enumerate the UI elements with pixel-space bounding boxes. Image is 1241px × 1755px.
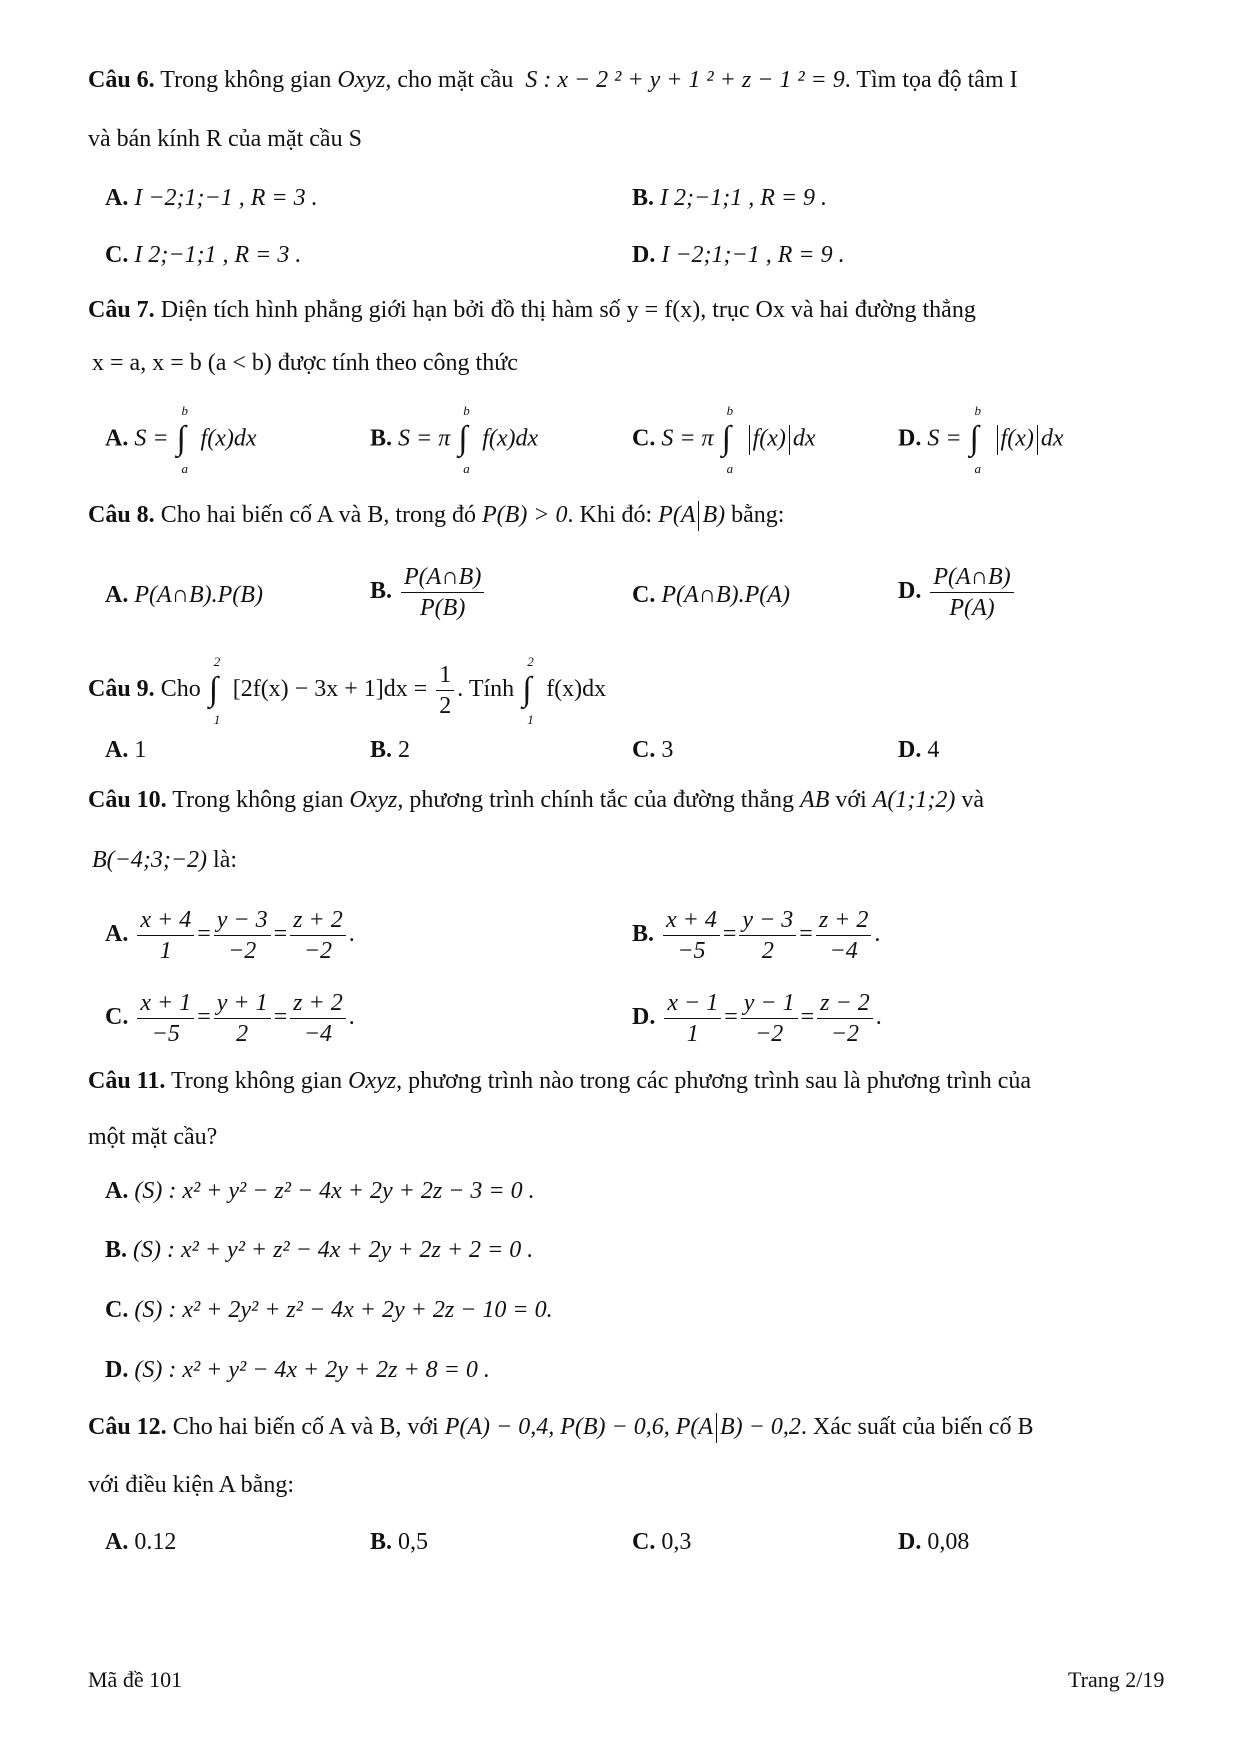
option-a: A. 0.12 bbox=[105, 1529, 177, 1555]
question-11: Câu 11. Trong không gian Oxyz, phương trình nào trong các phương trình sau là phương trình của bbox=[88, 1068, 1032, 1094]
question-label: Câu 7. bbox=[88, 297, 155, 323]
question-6: Câu 6. Trong không gian Oxyz, cho mặt cầu S : x − 2 ² + y + 1 ² + z − 1 ² = 9. Tìm tọa độ tâm I bbox=[88, 67, 1018, 93]
fraction: $\frac{1}{2}$ bbox=[436, 660, 454, 721]
option-d: D. I −2;1;−1 , R = 9 . bbox=[632, 242, 845, 268]
question-12-line2: với điều kiện A bằng: bbox=[88, 1472, 295, 1498]
integral-icon: b ∫ a bbox=[176, 403, 189, 476]
option-c: C. 0,3 bbox=[632, 1529, 692, 1555]
integral-icon: b ∫ a bbox=[969, 403, 982, 476]
option-c: C. S = π b ∫ a f(x) dx bbox=[632, 403, 816, 476]
option-d: D. (S) : x² + y² − 4x + 2y + 2z + 8 = 0 . bbox=[105, 1357, 490, 1383]
question-label: Câu 8. bbox=[88, 502, 155, 528]
sphere-equation: S : x − 2 ² + y + 1 ² + z − 1 ² = 9 bbox=[525, 67, 845, 93]
question-8: Câu 8. Cho hai biến cố A và B, trong đó P(B) > 0. Khi đó: P(A B) bằng: bbox=[88, 500, 784, 531]
question-10: Câu 10. Trong không gian Oxyz, phương trình chính tắc của đường thẳng AB với A(1;1;2) và bbox=[88, 787, 985, 813]
question-label: Câu 10. bbox=[88, 787, 167, 813]
fraction: $\frac{P(A\cap B)}{P(B)}$ bbox=[401, 562, 484, 623]
question-7: Câu 7. Diện tích hình phẳng giới hạn bởi đồ thị hàm số y = f(x), trục Ox và hai đường thẳng bbox=[88, 297, 976, 323]
option-a: A. S = b ∫ a f(x)dx bbox=[105, 403, 257, 476]
option-a: A. (S) : x² + y² − z² − 4x + 2y + 2z − 3 = 0 . bbox=[105, 1178, 535, 1204]
integral-icon: b ∫ a bbox=[721, 403, 734, 476]
option-c: C. $\frac{x + 1}{-5}$ = $\frac{y + 1}{2}$ = $\frac{z + 2}{-4}$ . bbox=[105, 990, 355, 1047]
option-a: A. I −2;1;−1 , R = 3 . bbox=[105, 185, 318, 211]
integral-icon: 2 ∫ 1 bbox=[522, 653, 534, 727]
option-a: A. 1 bbox=[105, 737, 147, 763]
question-12: Câu 12. Cho hai biến cố A và B, với P(A) − 0,4, P(B) − 0,6, P(A B) − 0,2. Xác suất của biến cố B bbox=[88, 1412, 1033, 1443]
option-c: C. P(A∩B).P(A) bbox=[632, 582, 790, 608]
integral-icon: 2 ∫ 1 bbox=[208, 653, 221, 727]
fraction: $\frac{P(A\cap B)}{P(A)}$ bbox=[930, 562, 1013, 623]
question-label: Câu 6. bbox=[88, 67, 155, 93]
page-number: Trang 2/19 bbox=[1068, 1667, 1165, 1692]
exam-code: Mã đề 101 bbox=[88, 1667, 183, 1692]
option-a: A. $\frac{x + 4}{1}$ = $\frac{y - 3}{-2}$ = $\frac{z + 2}{-2}$ . bbox=[105, 907, 355, 964]
question-label: Câu 9. bbox=[88, 676, 155, 703]
option-d: D. 0,08 bbox=[898, 1529, 970, 1555]
option-c: C. (S) : x² + 2y² + z² − 4x + 2y + 2z − 10 = 0. bbox=[105, 1297, 553, 1323]
option-b: B. $\frac{x + 4}{-5}$ = $\frac{y - 3}{2}$ = $\frac{z + 2}{-4}$ . bbox=[632, 907, 881, 964]
option-d: D. 4 bbox=[898, 737, 940, 763]
integral-icon: b ∫ a bbox=[458, 403, 470, 476]
question-10-line2: B(−4;3;−2) là: bbox=[92, 847, 238, 873]
option-d: D. $\frac{P(A\cap B)}{P(A)}$ bbox=[898, 562, 1017, 623]
question-label: Câu 11. bbox=[88, 1068, 166, 1094]
option-a: A. P(A∩B).P(B) bbox=[105, 582, 263, 608]
option-b: B. 0,5 bbox=[370, 1529, 429, 1555]
option-c: C. 3 bbox=[632, 737, 674, 763]
option-b: B. 2 bbox=[370, 737, 411, 763]
option-d: D. S = b ∫ a f(x) dx bbox=[898, 403, 1064, 476]
option-b: B. $\frac{P(A\cap B)}{P(B)}$ bbox=[370, 562, 487, 623]
option-c: C. I 2;−1;1 , R = 3 . bbox=[105, 242, 302, 268]
question-11-line2: một mặt cầu? bbox=[88, 1124, 218, 1150]
option-b: B. I 2;−1;1 , R = 9 . bbox=[632, 185, 828, 211]
question-7-line2: x = a, x = b (a < b) được tính theo công thức bbox=[92, 350, 518, 376]
option-b: B. (S) : x² + y² + z² − 4x + 2y + 2z + 2 = 0 . bbox=[105, 1237, 534, 1263]
question-label: Câu 12. bbox=[88, 1414, 167, 1440]
question-9: Câu 9. Cho 2 ∫ 1 [2f(x) − 3x + 1]dx = $\frac{1}{2}$ . Tính 2 ∫ 1 f(x)dx bbox=[88, 653, 607, 727]
question-6-line2: và bán kính R của mặt cầu S bbox=[88, 126, 362, 152]
option-b: B. S = π b ∫ a f(x)dx bbox=[370, 403, 539, 476]
option-d: D. $\frac{x - 1}{1}$ = $\frac{y - 1}{-2}$ = $\frac{z - 2}{-2}$ . bbox=[632, 990, 882, 1047]
